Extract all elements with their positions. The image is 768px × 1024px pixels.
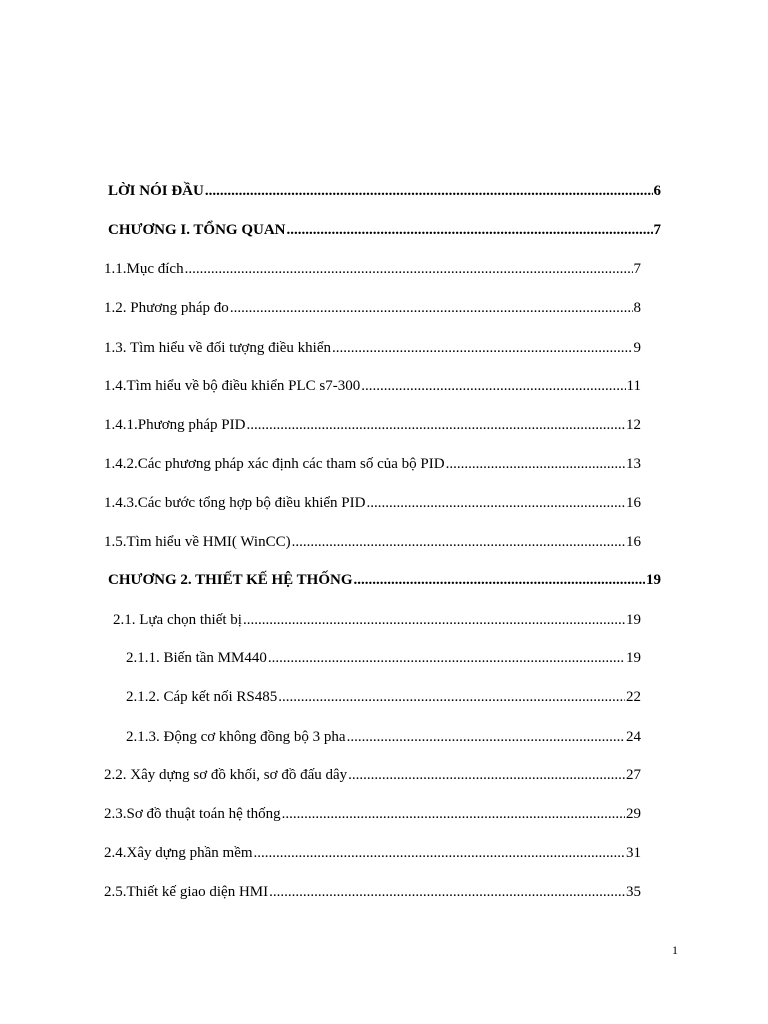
toc-entry-title: 1.4.3.Các bước tổng hợp bộ điều khiển PID [104,495,366,511]
toc-entry-title: 2.1.1. Biến tần MM440 [126,650,267,666]
toc-entry-page: 22 [626,689,641,705]
toc-entry [113,610,641,630]
toc-entry [104,882,641,902]
toc-entry [104,376,641,396]
toc-entry-page: 19 [626,612,641,628]
toc-entry-title: 2.3.Sơ đồ thuật toán hệ thống [104,806,281,822]
toc-dot-leader [287,220,653,240]
toc-entry-title: CHƯƠNG I. TỔNG QUAN [108,222,286,238]
toc-entry-page: 35 [626,884,641,900]
toc-entry-page: 31 [626,845,641,861]
toc-entry [104,454,641,474]
toc-entry-title: 2.1. Lựa chọn thiết bị [113,612,242,628]
toc-entry-title: LỜI NÓI ĐẦU [108,183,204,199]
toc-entry-title: CHƯƠNG 2. THIẾT KẾ HỆ THỐNG [108,572,353,588]
toc-entry-title: 2.1.2. Cáp kết nối RS485 [126,689,278,705]
toc-entry [126,727,641,747]
toc-entry-title: 2.4.Xây dựng phần mềm [104,845,253,861]
toc-entry-title: 1.5.Tìm hiểu về HMI( WinCC) [104,534,291,550]
toc-entry [126,648,641,668]
toc-entry-page: 29 [626,806,641,822]
toc-entry-title: 1.2. Phương pháp đo [104,300,229,316]
toc-entry-title: 1.4.2.Các phương pháp xác định các tham số của bộ PID [104,456,445,472]
toc-entry [108,181,661,201]
toc-dot-leader [246,415,625,435]
toc-dot-leader [347,727,625,747]
toc-entry [126,687,641,707]
toc-entry [108,220,661,240]
toc-entry-page: 7 [633,261,641,277]
toc-entry [104,298,641,318]
toc-entry-page: 12 [626,417,641,433]
toc-dot-leader [446,454,625,474]
toc-entry-page: 16 [626,534,641,550]
toc-entry-page: 7 [653,222,661,238]
toc-entry [104,415,641,435]
toc-entry [104,532,641,552]
toc-entry-page: 19 [646,572,661,588]
toc-entry-title: 1.1.Mục đích [104,261,184,277]
toc-dot-leader [348,765,625,785]
toc-entry-page: 11 [626,378,641,394]
toc-dot-leader [230,298,633,318]
toc-dot-leader [278,687,625,707]
page-number: 1 [672,943,678,957]
toc-entry [104,843,641,863]
toc-dot-leader [354,570,646,590]
toc-entry-page: 19 [626,650,641,666]
toc-entry-title: 1.4.Tìm hiểu về bộ điều khiển PLC s7-300 [104,378,361,394]
toc-entry-page: 24 [626,729,641,745]
toc-dot-leader [366,493,625,513]
toc-entry-title: 1.3. Tìm hiểu về đối tượng điều khiển [104,340,332,356]
toc-dot-leader [205,181,653,201]
toc-entry [108,570,661,590]
toc-entry-page: 6 [653,183,661,199]
toc-dot-leader [282,804,625,824]
toc-dot-leader [332,338,632,358]
toc-dot-leader [243,610,625,630]
toc-dot-leader [268,648,625,668]
toc-entry-page: 8 [633,300,641,316]
toc-entry-title: 2.1.3. Động cơ không đồng bộ 3 pha [126,729,346,745]
toc-entry [104,338,641,358]
toc-entry [104,493,641,513]
toc-dot-leader [269,882,625,902]
toc-entry-title: 2.2. Xây dựng sơ đồ khối, sơ đồ đấu dây [104,767,348,783]
toc-entry-page: 9 [633,340,641,356]
toc-dot-leader [185,259,633,279]
toc-entry-page: 27 [626,767,641,783]
toc-entry-page: 13 [626,456,641,472]
toc-entry-page: 16 [626,495,641,511]
toc-dot-leader [254,843,625,863]
toc-dot-leader [292,532,625,552]
toc-entry [104,804,641,824]
toc-entry-title: 2.5.Thiết kế giao diện HMI [104,884,269,900]
toc-entry [104,259,641,279]
toc-dot-leader [361,376,625,396]
toc-entry [104,765,641,785]
toc-entry-title: 1.4.1.Phương pháp PID [104,417,246,433]
